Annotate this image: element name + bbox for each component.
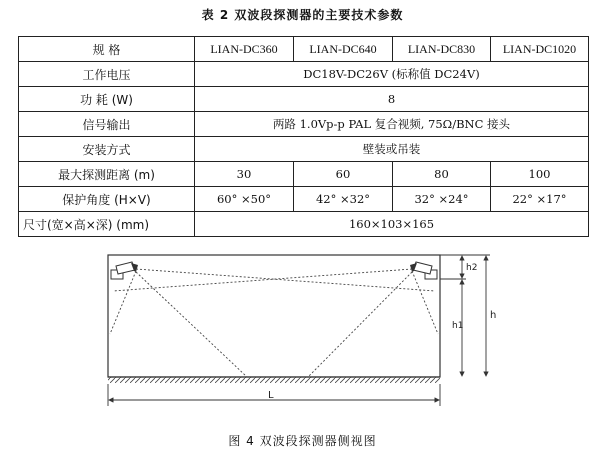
value-power: 8 [195,87,589,112]
row-label-distance: 最大探测距离 (m) [19,162,195,187]
value-mounting: 壁装或吊装 [195,137,589,162]
value-voltage: DC18V-DC26V (标称值 DC24V) [195,62,589,87]
table-row [19,62,589,87]
value-angle: 32° ×24° [393,187,491,212]
label-h1: h1 [452,321,464,331]
model-header: LIAN-DC360 [195,37,294,62]
table-row [19,212,589,237]
height-dimensions [440,255,490,376]
side-view-diagram [100,248,500,410]
value-dimensions: 160×103×165 [195,212,589,237]
spec-table [18,36,589,237]
room-outline [108,255,440,377]
model-header: LIAN-DC1020 [491,37,589,62]
table-row [19,87,589,112]
header-spec-label: 规 格 [19,37,195,62]
length-dimension [108,384,440,406]
label-L: L [268,390,274,401]
value-angle: 22° ×17° [491,187,589,212]
value-angle: 42° ×32° [294,187,393,212]
row-label-angle: 保护角度 (H×V) [19,187,195,212]
row-label-voltage: 工作电压 [19,62,195,87]
table-title: 表 2 双波段探测器的主要技术参数 [201,8,404,22]
row-label-mounting: 安装方式 [19,137,195,162]
ground-hatch [108,377,440,383]
table-row [19,162,589,187]
value-distance: 30 [195,162,294,187]
value-distance: 60 [294,162,393,187]
value-distance: 100 [491,162,589,187]
row-label-power: 功 耗 (W) [19,87,195,112]
label-h: h [490,310,497,321]
row-label-signal: 信号输出 [19,112,195,137]
model-header: LIAN-DC640 [294,37,393,62]
detection-rays [110,269,438,377]
value-signal: 两路 1.0Vp-p PAL 复合视频, 75Ω/BNC 接头 [195,112,589,137]
table-header-row [19,37,589,62]
figure-caption: 图 4 双波段探测器侧视图 [228,434,377,448]
table-row [19,187,589,212]
value-distance: 80 [393,162,491,187]
model-header: LIAN-DC830 [393,37,491,62]
table-row [19,112,589,137]
label-h2: h2 [466,263,478,273]
row-label-dimensions: 尺寸(宽×高×深) (mm) [19,212,195,237]
value-angle: 60° ×50° [195,187,294,212]
table-row [19,137,589,162]
